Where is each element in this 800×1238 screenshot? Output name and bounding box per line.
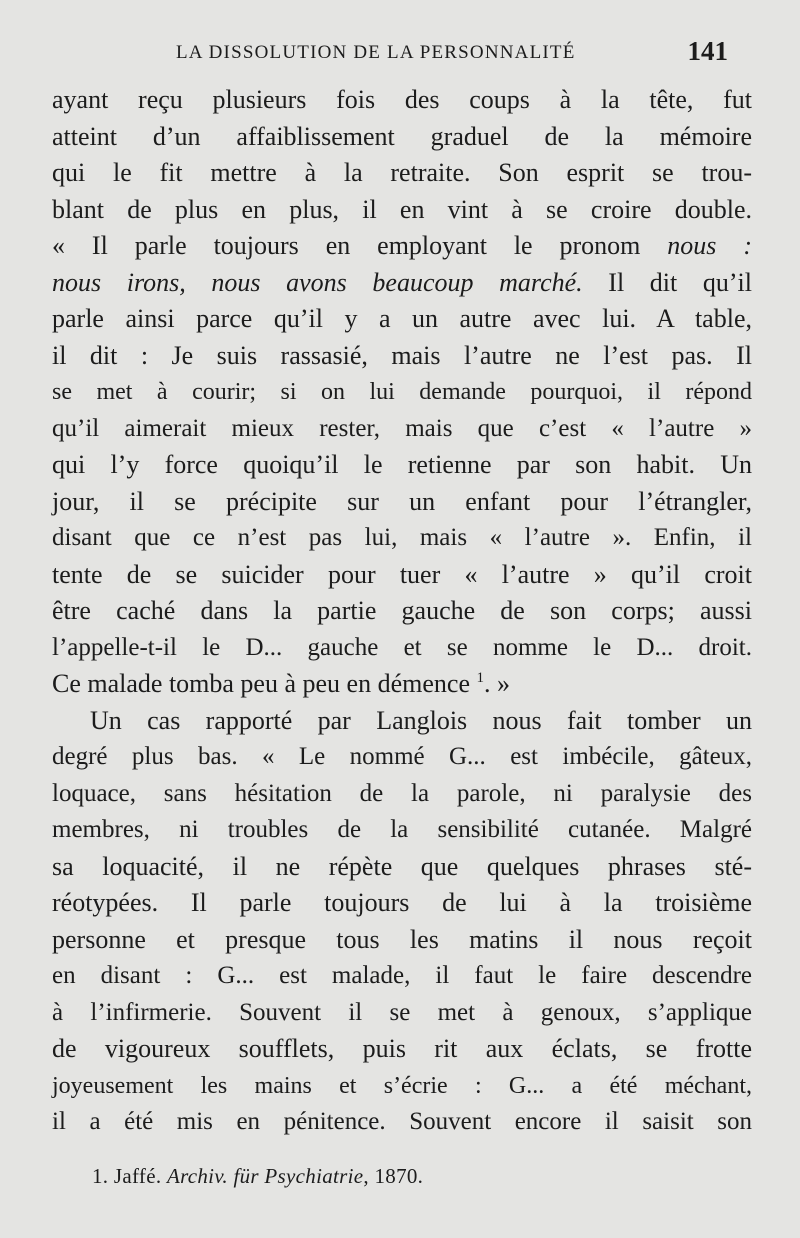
- text-line: personne et presque tous les matins il nous reçoit: [52, 924, 752, 954]
- text-segment: « Il parle toujours en employant le pronom: [52, 231, 668, 260]
- text-line: qui l’y force quoiqu’il le retienne par son habit. Un: [52, 450, 752, 479]
- text-line: disant que ce n’est pas lui, mais « l’autre ». Enfin, il: [52, 524, 752, 551]
- body-text: [52, 82, 752, 1141]
- text-line: sa loquacité, il ne répète que quelques phrases sté-: [52, 851, 752, 881]
- text-line: se met à courir; si on lui demande pourquoi, il répond: [52, 379, 752, 405]
- text-line: qu’il aimerait mieux rester, mais que c’est « l’autre »: [52, 414, 752, 442]
- text-line: [52, 666, 752, 703]
- text-line: réotypées. Il parle toujours de lui à la troisième: [52, 888, 752, 917]
- text-line: à l’infirmerie. Souvent il se met à genoux, s’applique: [52, 998, 752, 1026]
- page-number: 141: [687, 36, 728, 66]
- text-line: joyeusement les mains et s’écrie : G... a été méchant,: [52, 1072, 752, 1099]
- footnote: [92, 1164, 423, 1189]
- footnote-ref: 1: [476, 670, 484, 686]
- text-segment: Ce malade tomba peu à peu en démence: [52, 669, 477, 698]
- text-line: qui le fit mettre à la retraite. Son esprit se trou-: [52, 158, 752, 187]
- text-line: il dit : Je suis rassasié, mais l’autre ne l’est pas. Il: [52, 340, 752, 370]
- text-line: Un cas rapporté par Langlois nous fait tomber un: [90, 705, 752, 735]
- text-line: en disant : G... est malade, il faut le faire descendre: [52, 962, 752, 989]
- text-line: ayant reçu plusieurs fois des coups à la tête, fut: [52, 85, 752, 114]
- running-title: LA DISSOLUTION DE LA PERSONNALITÉ: [176, 42, 576, 63]
- text-line: parle ainsi parce qu’il y a un autre avec lui. A table,: [52, 304, 752, 333]
- text-segment: Il dit qu’il: [582, 267, 752, 297]
- page-header: [52, 36, 748, 76]
- italic-text: nous :: [667, 231, 752, 260]
- paragraph-1: [52, 82, 752, 703]
- text-line: tente de se suicider pour tuer « l’autre » qu’il croit: [52, 559, 752, 589]
- footnote-year: , 1870.: [363, 1164, 424, 1188]
- text-line: atteint d’un affaiblissement graduel de la mémoire: [52, 121, 752, 151]
- italic-text: nous irons, nous avons beaucoup marché.: [52, 267, 583, 297]
- footnote-journal: Archiv. für Psychiatrie: [166, 1164, 364, 1188]
- text-line: être caché dans la partie gauche de son corps; aussi: [52, 596, 752, 625]
- text-line: [52, 228, 752, 265]
- paragraph-2: [52, 703, 752, 1141]
- footnote-number: 1.: [92, 1164, 109, 1188]
- text-line: degré plus bas. « Le nommé G... est imbécile, gâteux,: [52, 743, 752, 770]
- text-line: loquace, sans hésitation de la parole, ni paralysie des: [52, 779, 752, 807]
- text-segment: . »: [483, 669, 510, 698]
- text-line: [52, 265, 752, 302]
- text-line: jour, il se précipite sur un enfant pour l’étrangler,: [52, 486, 752, 516]
- text-line: de vigoureux soufflets, puis rit aux éclats, se frotte: [52, 1034, 752, 1063]
- text-line: il a été mis en pénitence. Souvent encore il saisit son: [52, 1108, 752, 1135]
- text-line: l’appelle-t-il le D... gauche et se nomme le D... droit.: [52, 633, 752, 661]
- footnote-author: Jaffé.: [108, 1164, 167, 1188]
- text-line: membres, ni troubles de la sensibilité cutanée. Malgré: [52, 816, 752, 843]
- text-line: blant de plus en plus, il en vint à se croire double.: [52, 194, 752, 224]
